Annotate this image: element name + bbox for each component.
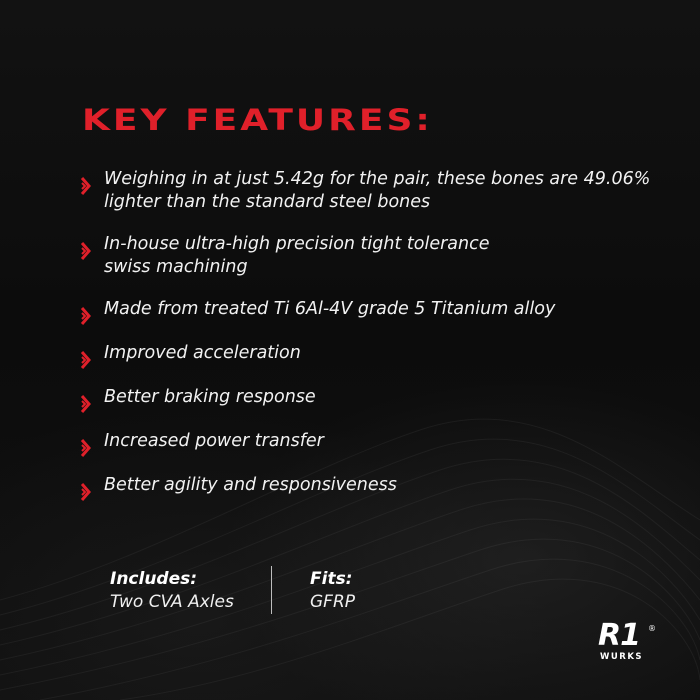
list-item: [78, 233, 678, 279]
feature-text: Improved acceleration: [104, 343, 301, 363]
fits-value: GFRP: [310, 592, 356, 612]
brand-logo: [598, 618, 660, 664]
includes-label: Includes:: [110, 569, 198, 589]
feature-text: Increased power transfer: [104, 431, 324, 451]
registered-mark: ®: [648, 624, 656, 633]
double-chevron-right-icon: [78, 306, 104, 326]
includes-block: [110, 568, 234, 614]
feature-text: In-house ultra-high precision tight tolerance swiss machining: [104, 234, 490, 277]
logo-main-text: R1: [598, 618, 640, 653]
list-item: [78, 168, 678, 214]
includes-value: Two CVA Axles: [110, 592, 234, 612]
page-title: KEY FEATURES:: [82, 104, 433, 138]
list-item: [78, 298, 678, 326]
list-item: [78, 342, 678, 370]
double-chevron-right-icon: [78, 350, 104, 370]
logo-sub-text: WURKS: [600, 652, 644, 662]
double-chevron-right-icon: [78, 394, 104, 414]
feature-text: Better agility and responsiveness: [104, 475, 397, 495]
list-item: [78, 474, 678, 502]
feature-text: Weighing in at just 5.42g for the pair, these bones are 49.06% lighter than the standard steel bones: [104, 169, 651, 212]
fits-block: [310, 568, 355, 614]
list-item: [78, 386, 678, 414]
feature-text: Better braking response: [104, 387, 316, 407]
double-chevron-right-icon: [78, 438, 104, 458]
info-divider: [271, 566, 272, 614]
feature-text: Made from treated Ti 6Al-4V grade 5 Titanium alloy: [104, 299, 556, 319]
double-chevron-right-icon: [78, 176, 104, 196]
double-chevron-right-icon: [78, 482, 104, 502]
fits-label: Fits:: [310, 569, 353, 589]
list-item: [78, 430, 678, 458]
double-chevron-right-icon: [78, 241, 104, 261]
